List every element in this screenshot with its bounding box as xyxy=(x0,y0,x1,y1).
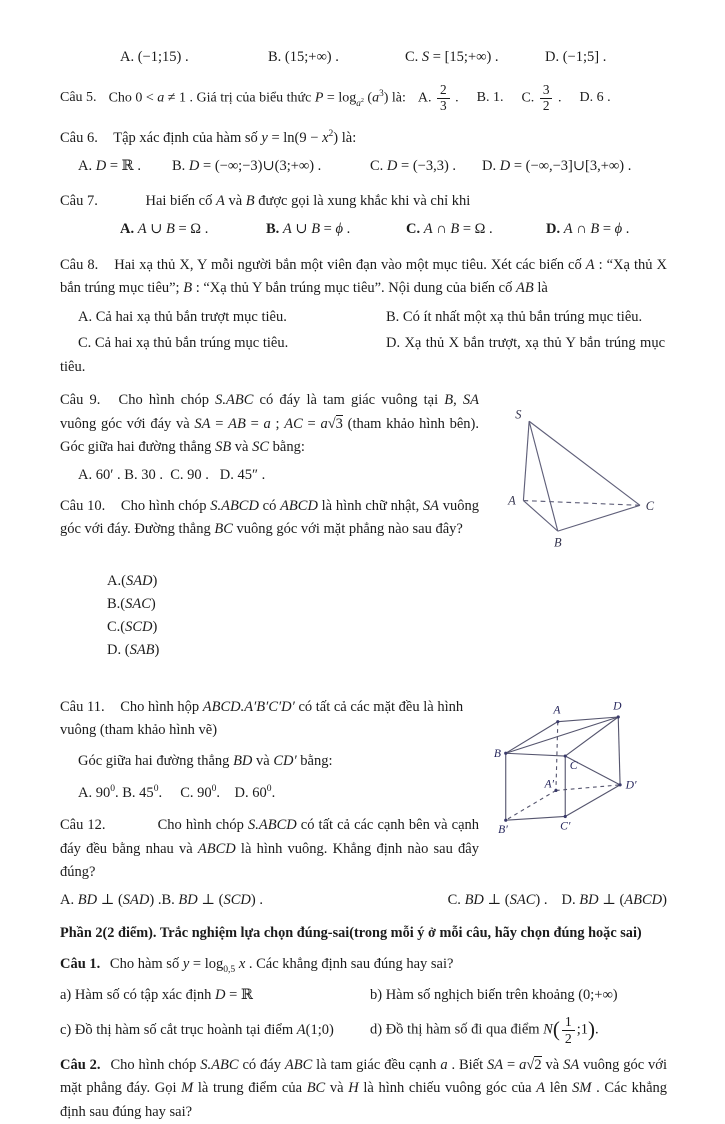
question-12-options xyxy=(60,889,667,912)
question-text: Cho hình chóp S.ABCD có tất cả các cạnh bên và cạnh đáy đều bằng nhau và ABCD là hình vuông. Khẳng định nào sau đây đúng? xyxy=(60,817,480,880)
question-11 xyxy=(60,696,479,742)
question-10 xyxy=(60,495,479,541)
vertex-label-c-prime: C′ xyxy=(560,819,571,833)
option-a: A. A ∪ B = Ω . xyxy=(120,221,209,238)
option-d: D. (SAB) xyxy=(107,642,160,659)
question-12 xyxy=(60,814,479,884)
question-label: Câu 9. xyxy=(60,392,101,409)
option-b: B. A ∪ B = ϕ . xyxy=(266,221,351,238)
question-text: Hai xạ thủ X, Y mỗi người bắn một viên đạn vào một mục tiêu. Xét các biến cố A : “Xạ thủ X bắn trúng mục tiêu”; B : “Xạ thủ Y bắn trúng mục tiêu”. Nội dung của biến cố AB là xyxy=(60,256,668,296)
option-b: B.(SAC) xyxy=(107,595,156,612)
option-c: C. S = [15;+∞) . xyxy=(405,49,499,65)
option-c: C.(SCD) xyxy=(107,619,158,636)
question-10-options xyxy=(60,547,479,686)
part2-question-2 xyxy=(60,1054,667,1124)
option-b: B. 1. xyxy=(476,90,504,106)
question-4-options xyxy=(60,46,667,69)
statement-d: d) Đồ thị hàm số đi qua điểm N( $\frac{1}{2}$ ;1). xyxy=(370,1014,599,1046)
question-6 xyxy=(60,126,667,150)
option-d: D. A ∩ B = ϕ . xyxy=(546,221,630,238)
option-a: A. $\frac{2}{3}$ . xyxy=(417,82,459,114)
question-label: Câu 2. xyxy=(60,1057,101,1074)
option-d: D. (−1;5] . xyxy=(545,49,607,65)
option-d: D. Xạ thủ X bắn trượt, xạ thủ Y bắn trúng mục xyxy=(386,335,665,352)
question-7 xyxy=(60,190,667,213)
question-7-options xyxy=(60,218,667,241)
question-8-options xyxy=(60,306,667,355)
statement-b: b) Hàm số nghịch biến trên khoảng (0;+∞) xyxy=(370,987,618,1004)
figure-pyramid xyxy=(489,389,667,685)
question-text: Cho hình chóp S.ABCD có ABCD là hình chữ nhật, SA vuông góc với đáy. Đường thẳng BC vuông góc với mặt phẳng nào sau đây? xyxy=(60,498,479,538)
vertex-label-c: C xyxy=(569,758,578,772)
option-d: D. 6 . xyxy=(579,90,611,106)
option-b: B. BD ⊥ (SCD) . xyxy=(161,891,263,908)
questions-11-12-block xyxy=(60,696,667,884)
question-9-options: A. 60′ . B. 30 . C. 90 . D. 45″ . xyxy=(78,467,266,484)
vertex-label-s: S xyxy=(515,407,522,422)
vertex-label-b: B xyxy=(493,746,501,760)
pyramid-diagram xyxy=(489,405,661,555)
option-c: C. Cả hai xạ thủ bắn trúng mục tiêu. xyxy=(78,335,289,352)
spacer xyxy=(263,889,448,912)
question-text: Cho hàm số $y = \log_{0,5} x$ . Các khẳng định sau đúng hay sai? xyxy=(109,955,454,975)
question-8 xyxy=(60,254,667,300)
cube-diagram xyxy=(489,700,661,840)
question-label: Câu 11. xyxy=(60,698,105,715)
questions-11-12-text xyxy=(60,696,489,884)
option-c: C. BD ⊥ (SAC) . xyxy=(447,891,548,908)
part2-question-1-statements xyxy=(60,984,667,1046)
option-c: C. A ∩ B = Ω . xyxy=(406,221,493,238)
statement-a: a) Hàm số có tập xác định D = ℝ xyxy=(60,987,253,1004)
question-text: Cho 0 < a ≠ 1 . Giá trị của biểu thức $P = \log_{a^2} (a^3)$ là: xyxy=(108,88,406,108)
option-c: C. D = (−3,3) . xyxy=(370,157,457,174)
option-a: A. D = ℝ . xyxy=(78,157,141,174)
option-b: B. Có ít nhất một xạ thủ bắn trúng mục tiêu. xyxy=(386,308,643,325)
question-5 xyxy=(60,83,667,114)
part2-question-1 xyxy=(60,953,667,977)
question-9 xyxy=(60,389,479,459)
question-label: Câu 5. xyxy=(60,90,97,106)
question-11-subtext: Góc giữa hai đường thẳng BD và CD′ bằng: xyxy=(78,753,333,770)
option-a: A. (−1;15) . xyxy=(120,49,189,65)
part2-heading: Phần 2(2 điểm). Trắc nghiệm lựa chọn đúng-sai(trong mỗi ý ở mỗi câu, hãy chọn đúng hoặc sai) xyxy=(60,925,642,942)
vertex-label-c: C xyxy=(645,499,654,514)
option-b: B. D = (−∞;−3)∪(3;+∞) . xyxy=(172,157,322,174)
option-d: D. BD ⊥ (ABCD) xyxy=(561,891,667,908)
vertex-label-d: D xyxy=(613,699,622,713)
question-text: Cho hình hộp ABCD.A′B′C′D′ có tất cả các mặt đều là hình vuông (tham khảo hình vẽ) xyxy=(60,698,464,738)
question-label: Câu 6. xyxy=(60,129,98,146)
option-d: D. D = (−∞,−3]∪[3,+∞) . xyxy=(482,157,632,174)
question-6-options xyxy=(60,155,667,178)
question-text: Tập xác định của hàm số $y = \ln(9 - x^2)$ là: xyxy=(113,127,357,146)
question-text: Hai biến cố A và B được gọi là xung khắc khi và chỉ khi xyxy=(145,193,471,210)
vertex-label-a: A xyxy=(553,703,561,717)
question-text: Cho hình chóp S.ABC có đáy là tam giác vuông tại B, SA vuông góc với đáy và SA = AB = a ; AC = a√3 (tham khảo hình bên). Góc giữa hai đường thẳng SB và SC bằng: xyxy=(60,392,480,455)
question-label: Câu 12. xyxy=(60,817,106,834)
option-a: A. BD ⊥ (SAD) . xyxy=(60,891,162,908)
questions-9-10-text xyxy=(60,389,489,685)
vertex-label-a-prime: A′ xyxy=(544,777,555,791)
question-label: Câu 10. xyxy=(60,498,106,515)
question-label: Câu 1. xyxy=(60,955,101,972)
vertex-label-a: A xyxy=(508,493,516,508)
option-c: C. $\frac{3}{2}$ . xyxy=(521,82,562,114)
figure-cube xyxy=(489,696,667,884)
question-label: Câu 8. xyxy=(60,256,99,273)
vertex-label-b-prime: B′ xyxy=(498,822,508,836)
statement-c: c) Đồ thị hàm số cắt trục hoành tại điểm A(1;0) xyxy=(60,1021,334,1038)
vertex-label-d-prime: D′ xyxy=(625,778,637,792)
question-label: Câu 7. xyxy=(60,193,98,210)
option-a: A.(SAD) xyxy=(107,572,158,589)
option-b: B. (15;+∞) . xyxy=(268,49,339,65)
vertex-label-b: B xyxy=(554,535,562,550)
questions-9-10-block xyxy=(60,389,667,685)
option-a: A. Cả hai xạ thủ bắn trượt mục tiêu. xyxy=(78,308,287,325)
question-11-options: A. $90^0$. B. $45^0$. C. $90^0$. D. $60^0$. xyxy=(78,783,276,802)
option-d-continuation: tiêu. xyxy=(60,359,86,376)
question-text: Cho hình chóp S.ABC có đáy ABC là tam giác đều cạnh a . Biết SA = a√2 và SA vuông góc với mặt phẳng đáy. Gọi M là trung điểm của BC và H là hình chiếu vuông góc của A lên SM . Các khẳng định sau đúng hay sai? xyxy=(60,1057,668,1120)
